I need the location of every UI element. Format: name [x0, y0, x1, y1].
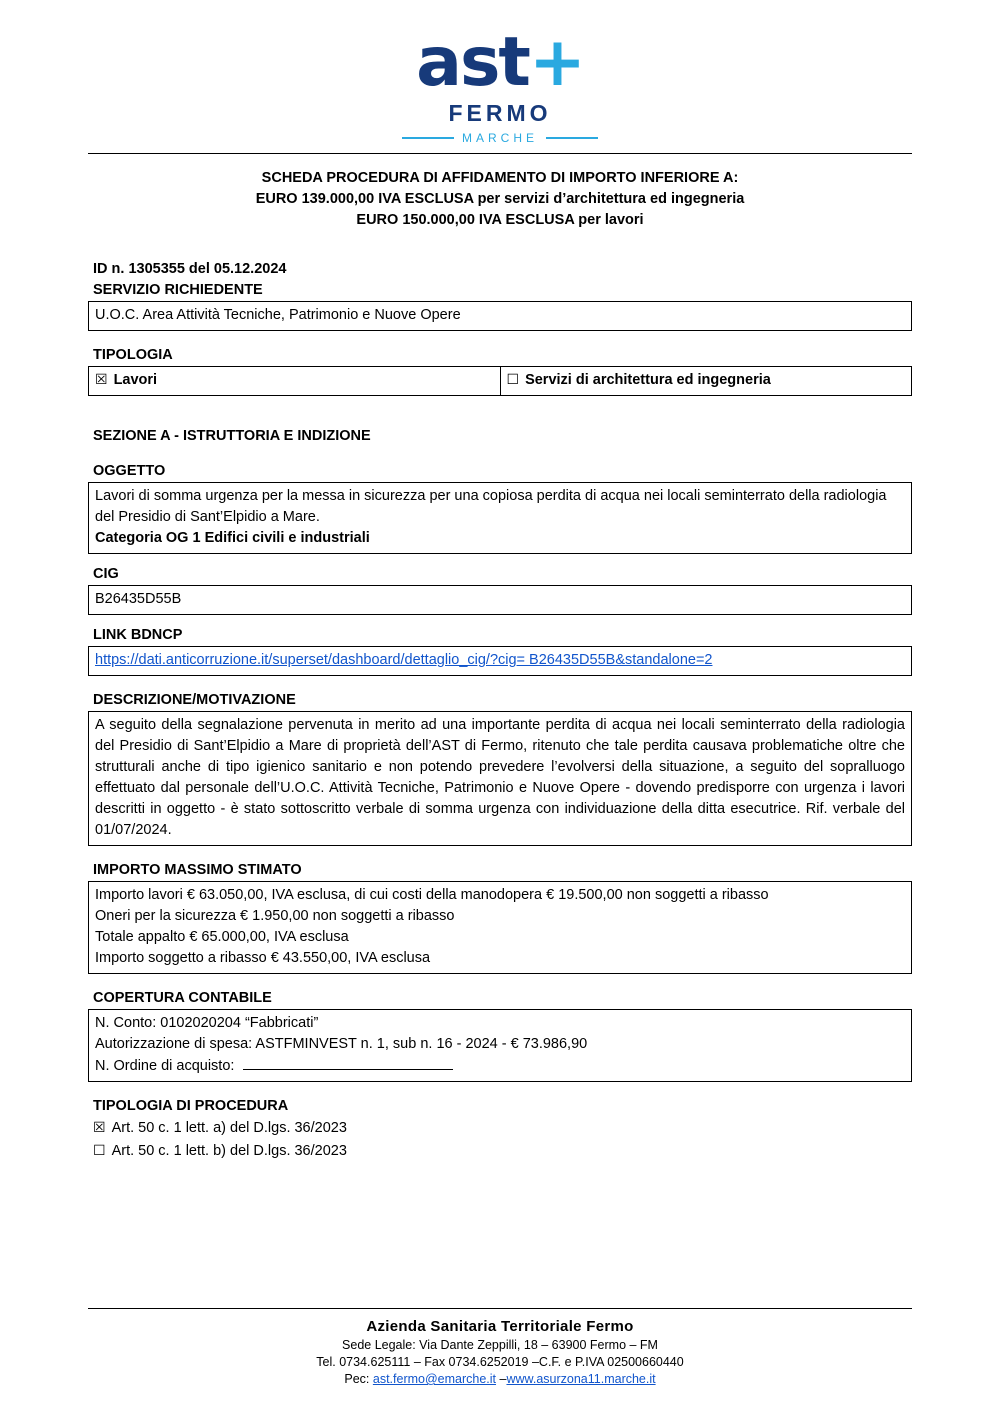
- footer-address: Sede Legale: Via Dante Zeppilli, 18 – 63900 Fermo – FM: [342, 1338, 658, 1352]
- copertura-ordine-row: [95, 1055, 905, 1077]
- procedura-option-b[interactable]: [88, 1140, 912, 1163]
- tipologia-option-servizi-label: Servizi di architettura ed ingegneria: [525, 372, 771, 388]
- tipologia-procedura-label: TIPOLOGIA DI PROCEDURA: [93, 1098, 289, 1114]
- tipologia-option-lavori-label: Lavori: [113, 372, 158, 388]
- descrizione-label: DESCRIZIONE/MOTIVAZIONE: [93, 692, 296, 708]
- checkbox-unchecked-icon[interactable]: ☐: [93, 1143, 106, 1159]
- checkbox-unchecked-icon[interactable]: ☐: [506, 372, 520, 388]
- cig-label: CIG: [93, 566, 119, 582]
- importo-line-2: Oneri per la sicurezza € 1.950,00 non soggetti a ribasso: [95, 908, 455, 924]
- descrizione-text: A seguito della segnalazione pervenuta in merito ad una importante perdita di acqua nei locali seminterrato della radiologia del Presidio di Sant’Elpidio a Mare di proprietà dell’AST di Fermo, ritenuto che tale perdita causava problematiche oltre che strutturali anche di tipo igienico sanitario e non potendo prevedere l’evolversi della situazione, a seguito del sopralluogo effettuato dal personale dell’U.O.C. Attività Tecniche, Patrimonio e Nuove Opere - dovendo predisporre con urgenza i lavori descritti in oggetto - è stato sottoscritto verbale di somma urgenza con individuazione della ditta esecutrice. Rif. verbale del 01/07/2024.: [95, 717, 905, 838]
- servizio-richiedente-value: U.O.C. Area Attività Tecniche, Patrimonio e Nuove Opere: [88, 301, 912, 331]
- tipologia-option-lavori[interactable]: [89, 367, 501, 396]
- title-line-1: SCHEDA PROCEDURA DI AFFIDAMENTO DI IMPORTO INFERIORE A:: [261, 170, 739, 186]
- checkbox-checked-icon[interactable]: ☒: [95, 372, 108, 388]
- logo-region: MARCHE: [461, 131, 538, 145]
- oggetto-categoria: Categoria OG 1 Edifici civili e industriali: [95, 530, 370, 546]
- logo-rule-right: [546, 137, 598, 139]
- link-bdncp-label: LINK BDNCP: [93, 627, 183, 643]
- copertura-box: [88, 1009, 912, 1082]
- importo-box: [88, 881, 912, 974]
- footer-pec-label: Pec:: [344, 1372, 370, 1386]
- footer-separator: –: [499, 1372, 507, 1386]
- document-id: ID n. 1305355 del 05.12.2024: [93, 261, 287, 277]
- header-divider: [88, 153, 912, 154]
- copertura-ordine-label: N. Ordine di acquisto:: [95, 1058, 235, 1074]
- descrizione-box: [88, 711, 912, 846]
- link-bdncp-box: [88, 646, 912, 676]
- cig-value: B26435D55B: [88, 585, 912, 615]
- oggetto-label: OGGETTO: [93, 463, 166, 479]
- copertura-line-1: N. Conto: 0102020204 “Fabbricati”: [95, 1015, 319, 1031]
- footer-contacts: Tel. 0734.625111 – Fax 0734.6252019 –C.F. e P.IVA 02500660440: [316, 1355, 684, 1369]
- document-title: [88, 168, 912, 231]
- procedura-option-b-label: Art. 50 c. 1 lett. b) del D.lgs. 36/2023: [111, 1143, 347, 1159]
- logo-rule-left: [402, 137, 454, 139]
- copertura-line-2: Autorizzazione di spesa: ASTFMINVEST n. 1, sub n. 16 - 2024 - € 73.986,90: [95, 1036, 588, 1052]
- oggetto-text: Lavori di somma urgenza per la messa in sicurezza per una copiosa perdita di acqua nei locali seminterrato della radiologia del Presidio di Sant’Elpidio a Mare.: [95, 488, 887, 525]
- importo-line-1: Importo lavori € 63.050,00, IVA esclusa, di cui costi della manodopera € 19.500,00 non soggetti a ribasso: [95, 887, 769, 903]
- logo-text: ast: [416, 23, 529, 102]
- footer-divider: [88, 1308, 912, 1309]
- logo-subtitle: FERMO: [448, 100, 552, 126]
- ast-logo: [0, 0, 1000, 145]
- tipologia-option-servizi[interactable]: [500, 367, 912, 396]
- page-footer: [88, 1308, 912, 1388]
- title-line-2: EURO 139.000,00 IVA ESCLUSA per servizi d’architettura ed ingegneria: [255, 191, 745, 207]
- tipologia-label: TIPOLOGIA: [93, 347, 173, 363]
- footer-pec-email[interactable]: ast.fermo@emarche.it: [372, 1372, 497, 1386]
- logo-cross-icon: +: [528, 23, 584, 102]
- tipologia-table: [88, 366, 912, 396]
- importo-line-4: Importo soggetto a ribasso € 43.550,00, IVA esclusa: [95, 950, 431, 966]
- footer-pec-row: [88, 1371, 912, 1388]
- sezione-a-title: SEZIONE A - ISTRUTTORIA E INDIZIONE: [93, 428, 371, 444]
- checkbox-checked-icon[interactable]: ☒: [93, 1120, 106, 1136]
- table-row: [89, 367, 912, 396]
- copertura-label: COPERTURA CONTABILE: [93, 990, 272, 1006]
- importo-line-3: Totale appalto € 65.000,00, IVA esclusa: [95, 929, 349, 945]
- procedura-option-a[interactable]: [88, 1117, 912, 1140]
- logo-region-row: [0, 131, 1000, 145]
- footer-website[interactable]: www.asurzona11.marche.it: [506, 1372, 656, 1386]
- link-bdncp-url[interactable]: https://dati.anticorruzione.it/superset/dashboard/dettaglio_cig/?cig= B26435D55B&standalone=2: [95, 652, 713, 668]
- logo-wordmark: [416, 23, 584, 102]
- copertura-ordine-field[interactable]: [243, 1055, 453, 1070]
- document-content: [88, 153, 912, 1163]
- title-line-3: EURO 150.000,00 IVA ESCLUSA per lavori: [356, 212, 644, 228]
- oggetto-box: [88, 482, 912, 554]
- importo-label: IMPORTO MASSIMO STIMATO: [93, 862, 302, 878]
- procedura-option-a-label: Art. 50 c. 1 lett. a) del D.lgs. 36/2023: [111, 1120, 347, 1136]
- servizio-richiedente-label: SERVIZIO RICHIEDENTE: [93, 282, 263, 298]
- footer-organization: Azienda Sanitaria Territoriale Fermo: [366, 1318, 634, 1335]
